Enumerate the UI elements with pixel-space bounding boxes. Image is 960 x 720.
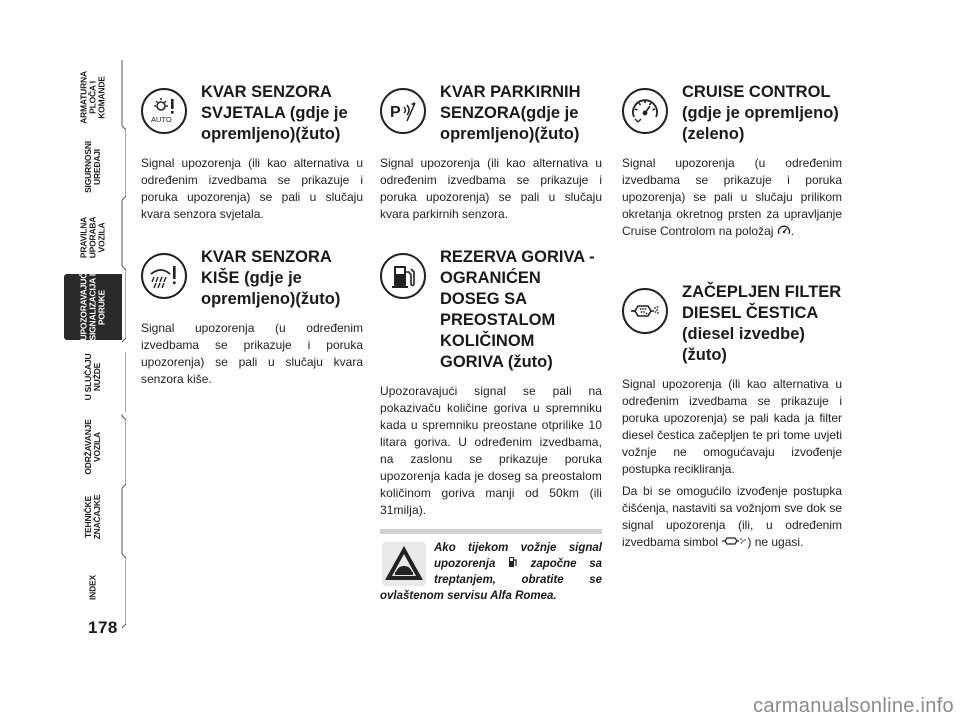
cruise-control-inline-icon [777,224,791,236]
section-dpf [622,282,842,551]
tab-odrzavanje-vozila[interactable]: ODRŽAVANJE VOZILA [83,419,102,475]
tab-sigurnosni-uredaji[interactable]: SIGURNOSNI UREĐAJI [83,141,102,193]
fuel-pump-icon [380,253,426,299]
tab-index[interactable]: INDEX [87,574,98,600]
rain-sensor-icon [141,253,187,299]
warning-box [380,529,602,604]
fuel-reserve-title: REZERVA GORIVA - OGRANIĆEN DOSEG SA PREOSTALOM KOLIČINOM GORIVA (žuto) [440,248,595,371]
column-left [141,82,363,388]
diesel-particulate-filter-icon [622,288,668,334]
svg-text:AUTO: AUTO [151,115,172,124]
parking-sensor-text: Signal upozorenja (ili kao alternativa u određenim izvedbama se prikazuje i poruka upozorenja) se pali u slučaju kvara parkirnih senzora. [380,156,602,221]
section-rain-sensor [141,247,363,388]
fuel-reserve-text: Upozoravajući signal se pali na pokazivaču količine goriva u spremniku kada u spremniku preostane otprilike 10 litara goriva. U određenim izvedbama, na zaslonu se prikazuje poruka upozorenja kada je doseg sa preostalom količinom goriva manji od 50km (ili 31milja). [380,384,602,517]
section-light-sensor [141,82,363,223]
tab-upozoravajuca-signalizacija[interactable]: UPOZORAVAJUĆA SIGNALIZACIJA I PORUKE [64,274,122,340]
auto-light-sensor-icon [141,88,187,134]
fuel-pump-inline-icon [508,556,518,568]
column-right [622,82,842,551]
dpf-inline-icon [721,535,747,547]
parking-sensor-title: KVAR PARKIRNIH SENZORA(gdje je opremljeno)(žuto) [440,83,581,143]
light-sensor-title: KVAR SENZORA SVJETALA (gdje je opremljeno)(žuto) [201,83,348,143]
cruise-control-icon [622,88,668,134]
svg-text:P: P [390,104,401,121]
column-middle [380,82,602,604]
dpf-text: Signal upozorenja (ili kao alternativa u određenim izvedbama se prikazuje i poruka upozorenja) se pali kada ja filter diesel čestica začepljen te pri tome uvjeti vožnje ne omogućavaju izvođenje postupka recikliranja. [622,377,842,476]
cruise-control-title: CRUISE CONTROL (gdje je opremljeno) (zeleno) [682,83,839,143]
rain-sensor-text: Signal upozorenja (u određenim izvedbama se prikazuje i poruka upozorenja) se pali u slučaju kvara senzora kiše. [141,321,363,386]
rain-sensor-title: KVAR SENZORA KIŠE (gdje je opremljeno)(žuto) [201,248,341,308]
dpf-text-2: Da bi se omogućilo izvođenje postupka čišćenja, nastaviti sa vožnjom sve dok se signal upozorenja (ili, u određenim izvedbama simbol ) ne ugasi. [622,484,842,549]
page-number: 178 [88,618,118,637]
parking-sensor-icon [380,88,426,134]
section-cruise-control [622,82,842,240]
tab-armaturna-ploca[interactable]: ARMATURNA PLOČA I KOMANDE [78,70,107,124]
tab-pravilna-uporaba[interactable]: PRAVILNA UPORABA VOZILA [78,216,107,258]
cruise-control-text: Signal upozorenja (u određenim izvedbama se prikazuje i poruka upozorenja) se pali u slučaju prilikom okretanja okretnog prsten za upravljanje Cruise Controlom na položaj . [622,156,842,238]
warning-triangle-icon [382,542,426,586]
tab-tehnicke-znacajke[interactable]: TEHNIČKE ZNAČAJKE [83,494,102,540]
warning-text: Ako tijekom vožnje signal upozorenja započne sa treptanjem, obratite se ovlaštenom servisu Alfa Romea. [380,542,602,602]
section-fuel-reserve [380,247,602,604]
dpf-title: ZAČEPLJEN FILTER DIESEL ČESTICA (diesel izvedbe) (žuto) [682,283,842,364]
section-parking-sensor [380,82,602,223]
chapter-tabs [64,60,126,628]
tab-u-slucaju-nuzde[interactable]: U SLUČAJU NUŽDE [83,353,102,401]
watermark: carmanualsonline.info [753,695,954,717]
light-sensor-text: Signal upozorenja (ili kao alternativa u određenim izvedbama se prikazuje i poruka upozorenja) se pali u slučaju kvara senzora svjetala. [141,156,363,221]
